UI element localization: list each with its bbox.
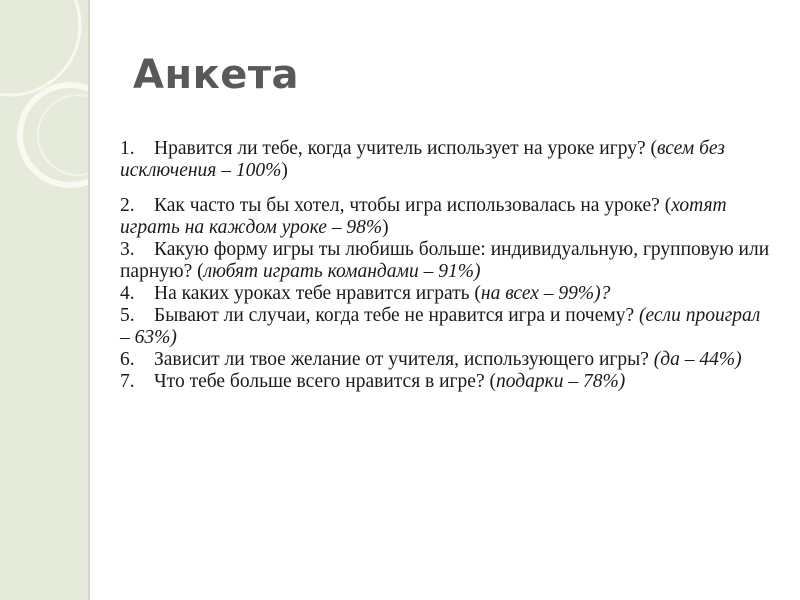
- question-text: Бывают ли случаи, когда тебе не нравится игра и почему?: [154, 305, 640, 326]
- answer-text: (если проиграл – 63%): [120, 305, 761, 348]
- questionnaire-list: [120, 138, 770, 393]
- item-number: 7.: [120, 371, 135, 392]
- question-text: Как часто ты бы хотел, чтобы игра использовалась на уроке? (: [154, 195, 672, 216]
- item-number: 4.: [120, 283, 135, 304]
- question-text: Какую форму игры ты любишь больше: индивидуальную, групповую или парную? (: [120, 239, 770, 282]
- decorative-sidebar: [0, 0, 88, 600]
- list-item-6: [120, 349, 770, 371]
- answer-text: всем без исключения – 100%: [120, 138, 725, 181]
- question-text: На каких уроках тебе нравится играть (: [154, 283, 481, 304]
- question-text: Что тебе больше всего нравится в игре? (: [154, 371, 496, 392]
- question-text: Зависит ли твое желание от учителя, использующего игры?: [154, 349, 654, 370]
- answer-text: (да – 44%): [653, 349, 742, 370]
- list-item-3: [120, 239, 770, 283]
- answer-text: подарки – 78%): [495, 371, 626, 392]
- list-item-1: [120, 138, 770, 182]
- question-text: Нравится ли тебе, когда учитель использует на уроке игру? (: [154, 138, 657, 159]
- page-title: Анкета: [133, 52, 300, 98]
- answer-text: хотят играть на каждом уроке – 98%: [120, 195, 727, 238]
- answer-text: любят играть командами – 91%): [203, 261, 481, 282]
- list-item-4: [120, 283, 770, 305]
- answer-text: на всех – 99%)?: [480, 283, 611, 304]
- decorative-circles: [0, 0, 88, 600]
- question-tail: ): [281, 160, 288, 181]
- question-tail: ): [382, 217, 389, 238]
- item-number: 6.: [120, 349, 135, 370]
- sidebar-divider: [88, 0, 90, 600]
- item-number: 5.: [120, 305, 135, 326]
- item-number: 3.: [120, 239, 135, 260]
- list-item-7: [120, 371, 770, 393]
- list-item-2: [120, 195, 770, 239]
- item-number: 2.: [120, 195, 135, 216]
- list-item-5: [120, 305, 770, 349]
- item-number: 1.: [120, 138, 135, 159]
